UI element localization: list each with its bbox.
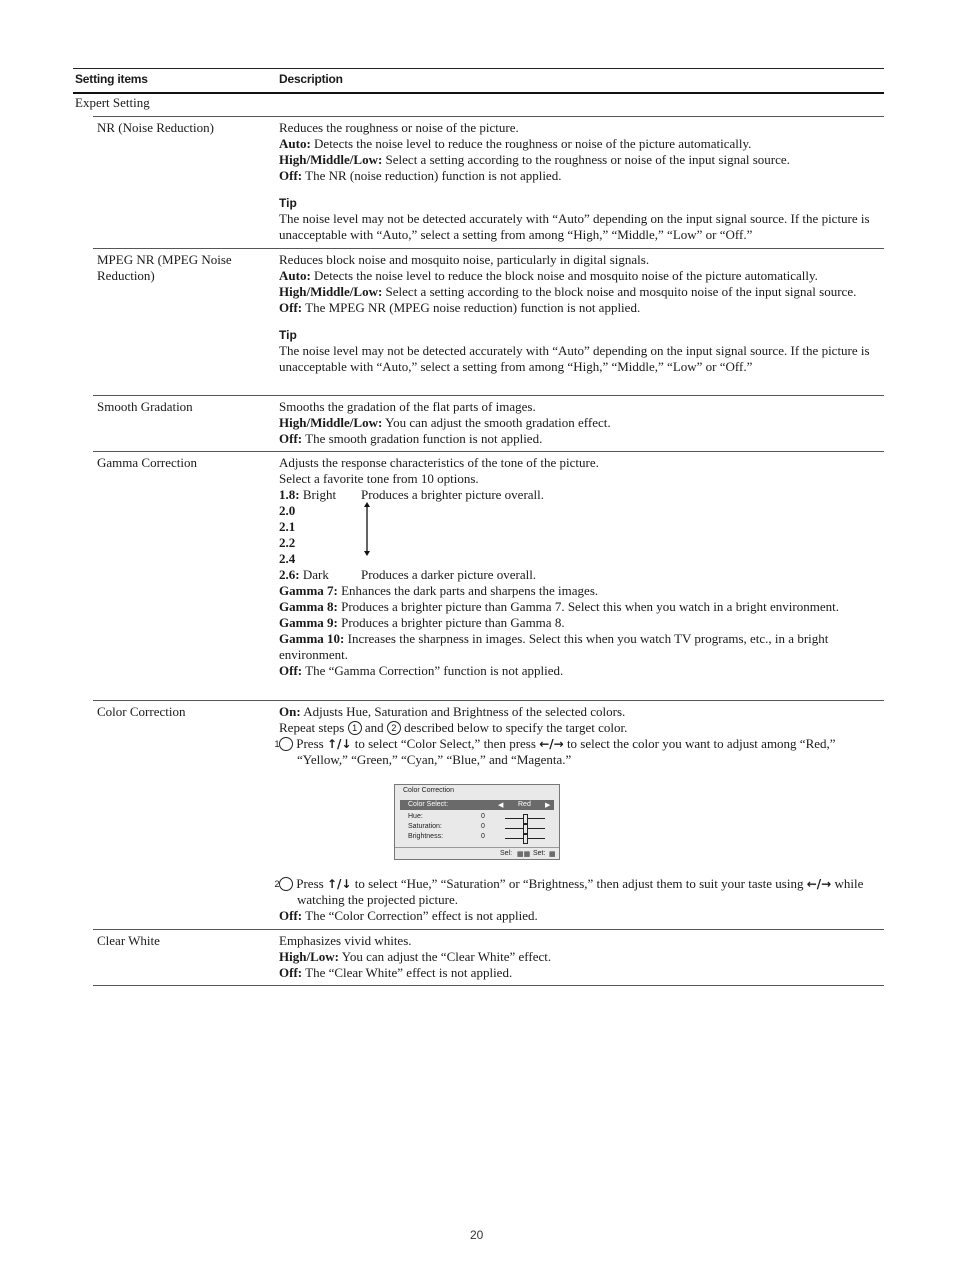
option-text: The MPEG NR (MPEG noise reduction) function is not applied. [302, 300, 641, 315]
menu-item-value: 0 [481, 823, 485, 830]
setting-name: NR (Noise Reduction) [97, 120, 214, 135]
setting-name: Color Correction [97, 704, 186, 719]
footer-set-icon: ▦ [549, 851, 556, 858]
setting-description [279, 933, 883, 981]
option-label: Auto: [279, 136, 311, 151]
option-text: The “Clear White” effect is not applied. [302, 965, 513, 980]
setting-name: Gamma Correction [97, 455, 197, 470]
option-text: Produces a brighter picture than Gamma 8. [337, 615, 565, 630]
option-text: Adjusts Hue, Saturation and Brightness of the selected colors. [300, 704, 626, 719]
option-text: Select a setting according to the roughness or noise of the input signal source. [382, 152, 790, 167]
desc-text: Smooths the gradation of the flat parts of images. [279, 399, 536, 414]
setting-description [279, 252, 883, 375]
footer-sel-label: Sel: [500, 850, 513, 857]
option-text: Increases the sharpness in images. Select this when you watch TV programs, etc., in a bright environment. [279, 631, 829, 662]
table-row-smooth-gradation [93, 395, 884, 446]
left-arrow-icon: ◀ [498, 802, 504, 809]
gamma-value: 2.0 [279, 503, 296, 518]
desc-text: Press [293, 876, 327, 891]
slider-knob [523, 814, 528, 824]
option-label: Gamma 10: [279, 631, 345, 646]
desc-text: to select “Color Select,” then press [351, 736, 540, 751]
setting-description [274, 704, 883, 924]
desc-text: Reduces the roughness or noise of the picture. [279, 120, 519, 135]
table-header [73, 68, 884, 94]
hue-slider [505, 818, 545, 819]
option-text: The “Color Correction” effect is not applied. [302, 908, 538, 923]
gamma-value: 1.8: [279, 487, 300, 502]
option-label: Off: [279, 168, 303, 183]
option-label: On: [279, 704, 301, 719]
table-row-clear-white [93, 929, 884, 980]
menu-footer [395, 847, 559, 860]
setting-description [279, 455, 883, 679]
desc-text: Reduces block noise and mosquito noise, particularly in digital signals. [279, 252, 650, 267]
slider-knob [523, 834, 528, 844]
option-text: Select a setting according to the block noise and mosquito noise of the input signal source. [382, 284, 857, 299]
setting-description [279, 120, 883, 243]
left-right-arrow-icon: ←/→ [806, 877, 832, 891]
step-1-icon: 1 [279, 737, 293, 751]
option-text: Enhances the dark parts and sharpens the images. [337, 583, 599, 598]
option-label: Off: [279, 965, 303, 980]
option-text: The NR (noise reduction) function is not applied. [302, 168, 562, 183]
gamma-dark-desc: Produces a darker picture overall. [361, 567, 537, 582]
desc-text: Repeat steps [279, 720, 348, 735]
table-row-mpeg-nr [93, 248, 884, 374]
desc-text: to select “Hue,” “Saturation” or “Brightness,” then adjust them to suit your taste using [351, 876, 807, 891]
menu-item-label: Saturation: [408, 823, 442, 830]
setting-description [279, 399, 883, 447]
option-text: The “Gamma Correction” function is not applied. [302, 663, 564, 678]
option-label: Gamma 8: [279, 599, 338, 614]
left-right-arrow-icon: ←/→ [539, 737, 564, 751]
tip-text: The noise level may not be detected accurately with “Auto” depending on the input signal source. If the picture is unacceptable with “Auto,” select a setting from among “High,” “Middle,” “Low” or “Off.” [279, 211, 870, 242]
gamma-bright-desc: Produces a brighter picture overall. [361, 487, 545, 502]
desc-text: Emphasizes vivid whites. [279, 933, 412, 948]
option-text: The smooth gradation function is not applied. [302, 431, 543, 446]
option-text: Produces a brighter picture than Gamma 7. Select this when you watch in a bright environment. [337, 599, 839, 614]
right-arrow-icon: ▶ [545, 802, 551, 809]
tip-heading: Tip [279, 328, 297, 342]
header-description: Description [279, 72, 343, 86]
menu-item-value: 0 [481, 813, 485, 820]
desc-text: and [361, 720, 387, 735]
gamma-value: 2.4 [279, 551, 296, 566]
option-text: Detects the noise level to reduce the roughness or noise of the picture automatically. [310, 136, 752, 151]
option-text: You can adjust the “Clear White” effect. [338, 949, 552, 964]
menu-item-value: 0 [481, 833, 485, 840]
option-label: High/Middle/Low: [279, 152, 383, 167]
gamma-dark-label: Dark [299, 567, 329, 582]
option-label: High/Low: [279, 949, 339, 964]
option-label: High/Middle/Low: [279, 415, 383, 430]
table-row-gamma-correction [93, 451, 884, 678]
page-number: 20 [470, 1228, 484, 1242]
option-label: Off: [279, 300, 303, 315]
menu-item-value: Red [518, 801, 531, 808]
option-text: Detects the noise level to reduce the block noise and mosquito noise of the picture automatically. [310, 268, 818, 283]
menu-title: Color Correction [403, 787, 454, 794]
option-label: Off: [279, 431, 303, 446]
option-label: Gamma 7: [279, 583, 338, 598]
desc-text: Select a favorite tone from 10 options. [279, 471, 479, 486]
option-label: Auto: [279, 268, 311, 283]
menu-spacer [279, 768, 883, 876]
double-arrow-icon [363, 502, 371, 556]
table-row-nr [93, 116, 884, 242]
tip-text: The noise level may not be detected accurately with “Auto” depending on the input signal source. If the picture is unacceptable with “Auto,” select a setting from among “High,” “Middle,” “Low” or “Off.” [279, 343, 870, 374]
desc-text: Adjusts the response characteristics of the tone of the picture. [279, 455, 599, 470]
menu-color-select-row [400, 800, 554, 810]
table-bottom-rule [93, 985, 884, 986]
option-text: You can adjust the smooth gradation effect. [382, 415, 611, 430]
setting-name: Smooth Gradation [97, 399, 193, 414]
gamma-bright-label: Bright [299, 487, 337, 502]
setting-name: Clear White [97, 933, 160, 948]
desc-text: to select the color you want to adjust among “Red,” “Yellow,” “Green,” “Cyan,” “Blue,” and “Magenta.” [297, 736, 836, 767]
up-down-arrow-icon: ↑/↓ [326, 877, 352, 891]
option-label: High/Middle/Low: [279, 284, 383, 299]
section-title: Expert Setting [75, 95, 150, 110]
menu-item-label: Brightness: [408, 833, 444, 840]
step-2-icon: 2 [279, 877, 293, 891]
brightness-slider [505, 838, 545, 839]
footer-set-label: Set: [533, 850, 546, 857]
desc-text: Press [293, 736, 327, 751]
up-down-arrow-icon: ↑/↓ [326, 737, 352, 751]
gamma-scale [279, 487, 883, 583]
step-2-icon: 2 [387, 721, 401, 735]
option-label: Off: [279, 663, 303, 678]
color-correction-menu-screenshot [394, 784, 560, 860]
gamma-value: 2.1 [279, 519, 296, 534]
saturation-slider [505, 828, 545, 829]
desc-text: described below to specify the target color. [400, 720, 628, 735]
menu-item-label: Color Select: [408, 801, 449, 808]
header-setting-items: Setting items [75, 72, 148, 86]
slider-knob [523, 824, 528, 834]
step-1-icon: 1 [348, 721, 362, 735]
option-label: Off: [279, 908, 303, 923]
option-label: Gamma 9: [279, 615, 338, 630]
gamma-value: 2.2 [279, 535, 296, 550]
desc-text: while watching the projected picture. [297, 876, 864, 907]
tip-heading: Tip [279, 196, 297, 210]
footer-sel-icon: ▦▦ [517, 851, 531, 858]
gamma-value: 2.6: [279, 567, 300, 582]
setting-name: MPEG NR (MPEG Noise Reduction) [97, 252, 232, 283]
menu-item-label: Hue: [408, 813, 423, 820]
